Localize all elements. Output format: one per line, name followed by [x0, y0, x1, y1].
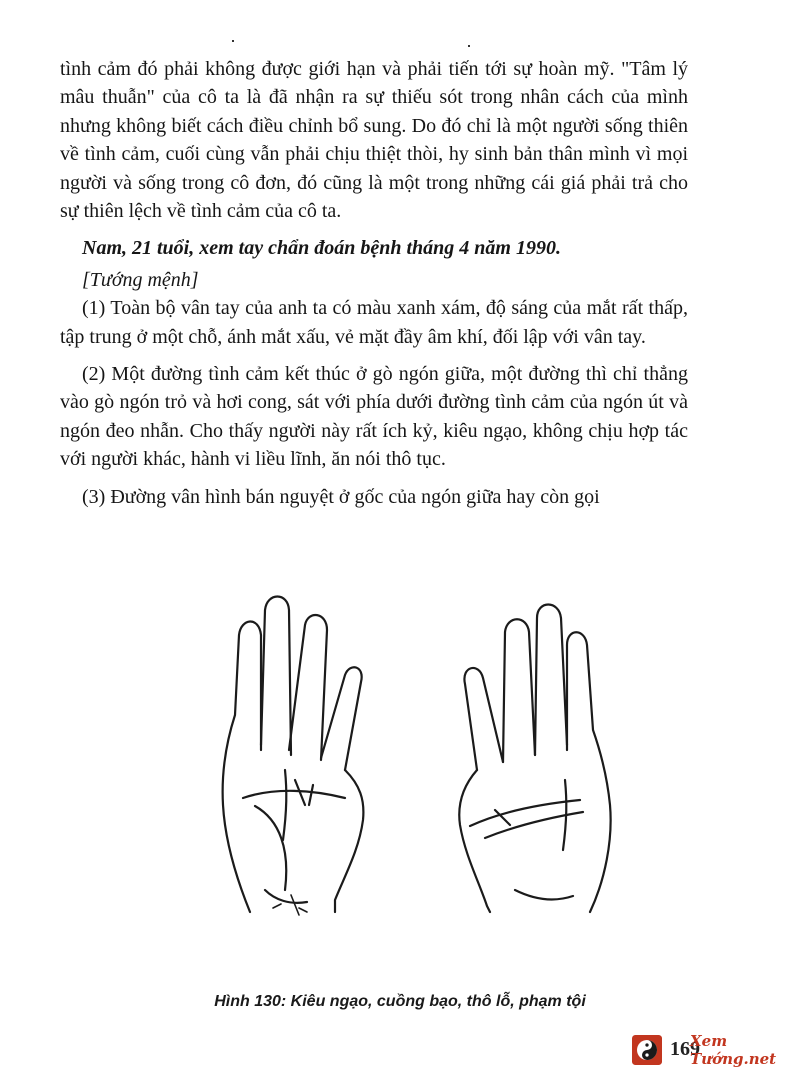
print-speck [468, 45, 470, 47]
watermark-text: Xem Tướng.net [690, 1032, 777, 1068]
page-number: 169 [670, 1038, 700, 1060]
body-text [60, 55, 688, 511]
list-item: (1) Toàn bộ vân tay của anh ta có màu xanh xám, độ sáng của mắt rất thấp, tập trung ở một chỗ, ánh mắt xấu, vẻ mặt đầy âm khí, đối lập với vân tay. [60, 297, 688, 348]
palms-illustration [195, 590, 635, 950]
site-watermark [632, 1030, 797, 1070]
case-heading: Nam, 21 tuổi, xem tay chẩn đoán bệnh tháng 4 năm 1990. [82, 237, 561, 260]
section-label: [Tướng mệnh] [82, 268, 199, 291]
yin-yang-icon [632, 1032, 662, 1068]
right-palm-drawing [459, 605, 610, 913]
left-palm-drawing [223, 597, 364, 916]
figure-caption: Hình 130: Kiêu ngạo, cuồng bạo, thô lỗ, phạm tội [214, 993, 586, 1010]
list-item: (3) Đường vân hình bán nguyệt ở gốc của ngón giữa hay còn gọi [82, 485, 600, 508]
print-speck [232, 40, 234, 42]
list-item: (2) Một đường tình cảm kết thúc ở gò ngón giữa, một đường thì chỉ thẳng vào gò ngón trỏ và hơi cong, sát với phía dưới đường tình cảm của ngón út và ngón đeo nhẫn. Cho thấy người này rất ích kỷ, kiêu ngạo, không chịu hợp tác với người khác, hành vi liều lĩnh, ăn nói thô tục. [60, 363, 688, 471]
paragraph: tình cảm đó phải không được giới hạn và phải tiến tới sự hoàn mỹ. "Tâm lý mâu thuẫn" của cô ta là đã nhận ra sự thiếu sót trong nhân cách của mình nhưng không biết cách điều chỉnh bổ sung. Do đó chỉ là một người sống thiên về tình cảm, cuối cùng vẫn phải chịu thiệt thòi, hy sinh bản thân mình vì mọi người và sống trong cô đơn, đó cũng là một trong những cái giá phải trả cho sự thiên lệch về tình cảm của cô ta. [60, 58, 688, 223]
